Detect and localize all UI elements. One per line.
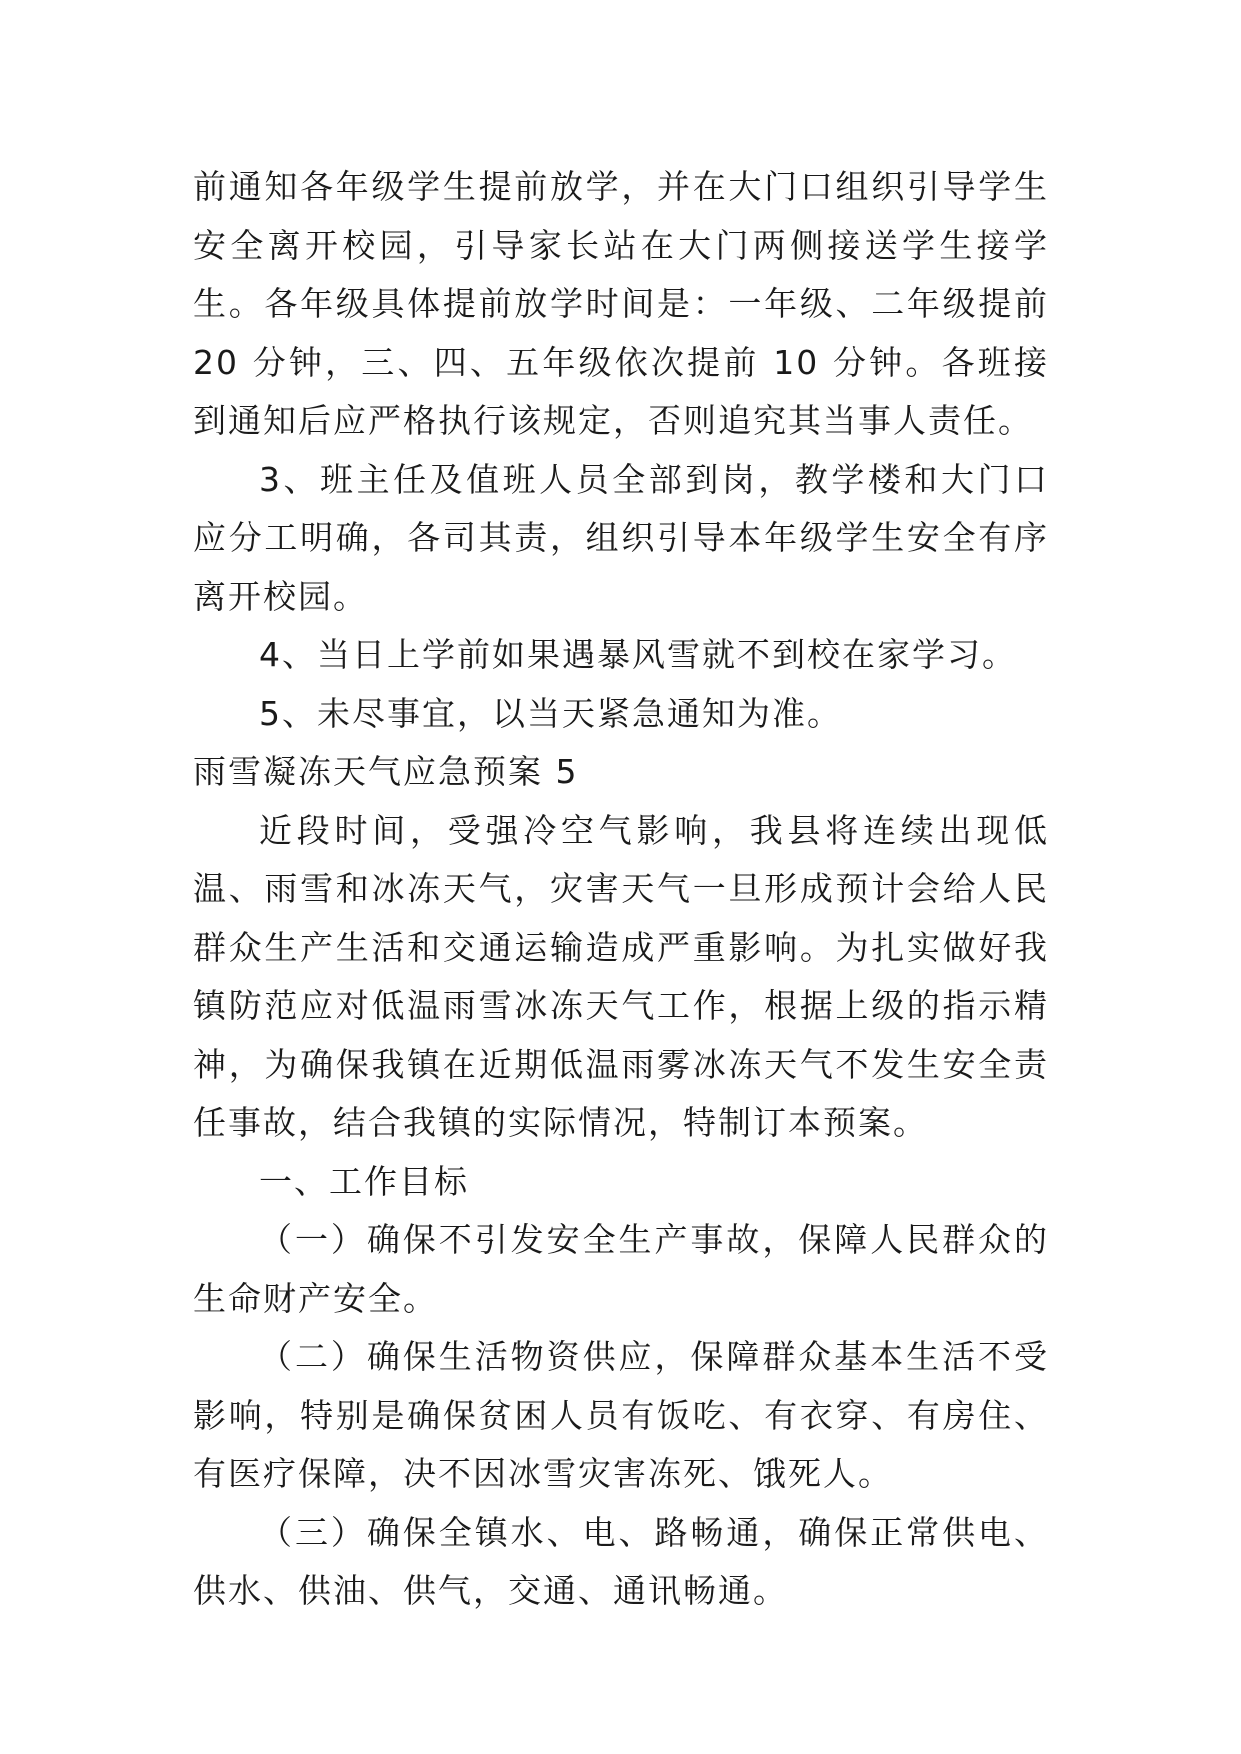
document-body <box>193 158 1049 1621</box>
list-item-paragraph: 3、班主任及值班人员全部到岗，教学楼和大门口应分工明确，各司其责，组织引导本年级学生安全有序离开校园。 <box>193 459 1049 616</box>
section-heading: 雨雪凝冻天气应急预案 5 <box>193 752 579 791</box>
list-item-paragraph: （一）确保不引发安全生产事故，保障人民群众的生命财产安全。 <box>193 1220 1049 1318</box>
body-paragraph: 前通知各年级学生提前放学，并在大门口组织引导学生安全离开校园，引导家长站在大门两侧接送学生接学生。各年级具体提前放学时间是：一年级、二年级提前 20 分钟，三、四、五年级依次提前 10 分钟。各班接到通知后应严格执行该规定，否则追究其当事人责任。 <box>193 167 1049 440</box>
body-paragraph: 近段时间，受强冷空气影响，我县将连续出现低温、雨雪和冰冻天气，灾害天气一旦形成预计会给人民群众生产生活和交通运输造成严重影响。为扎实做好我镇防范应对低温雨雪冰冻天气工作，根据上级的指示精神，为确保我镇在近期低温雨雾冰冻天气不发生安全责任事故，结合我镇的实际情况，特制订本预案。 <box>193 810 1049 1142</box>
list-item-paragraph: （三）确保全镇水、电、路畅通，确保正常供电、供水、供油、供气，交通、通讯畅通。 <box>193 1512 1049 1610</box>
list-item-paragraph: 4、当日上学前如果遇暴风雪就不到校在家学习。 <box>259 635 1017 674</box>
list-item-paragraph: （二）确保生活物资供应，保障群众基本生活不受影响，特别是确保贫困人员有饭吃、有衣穿、有房住、有医疗保障，决不因冰雪灾害冻死、饿死人。 <box>193 1337 1049 1493</box>
subsection-heading: 一、工作目标 <box>259 1161 469 1201</box>
list-item-paragraph: 5、未尽事宜，以当天紧急通知为准。 <box>259 693 842 733</box>
